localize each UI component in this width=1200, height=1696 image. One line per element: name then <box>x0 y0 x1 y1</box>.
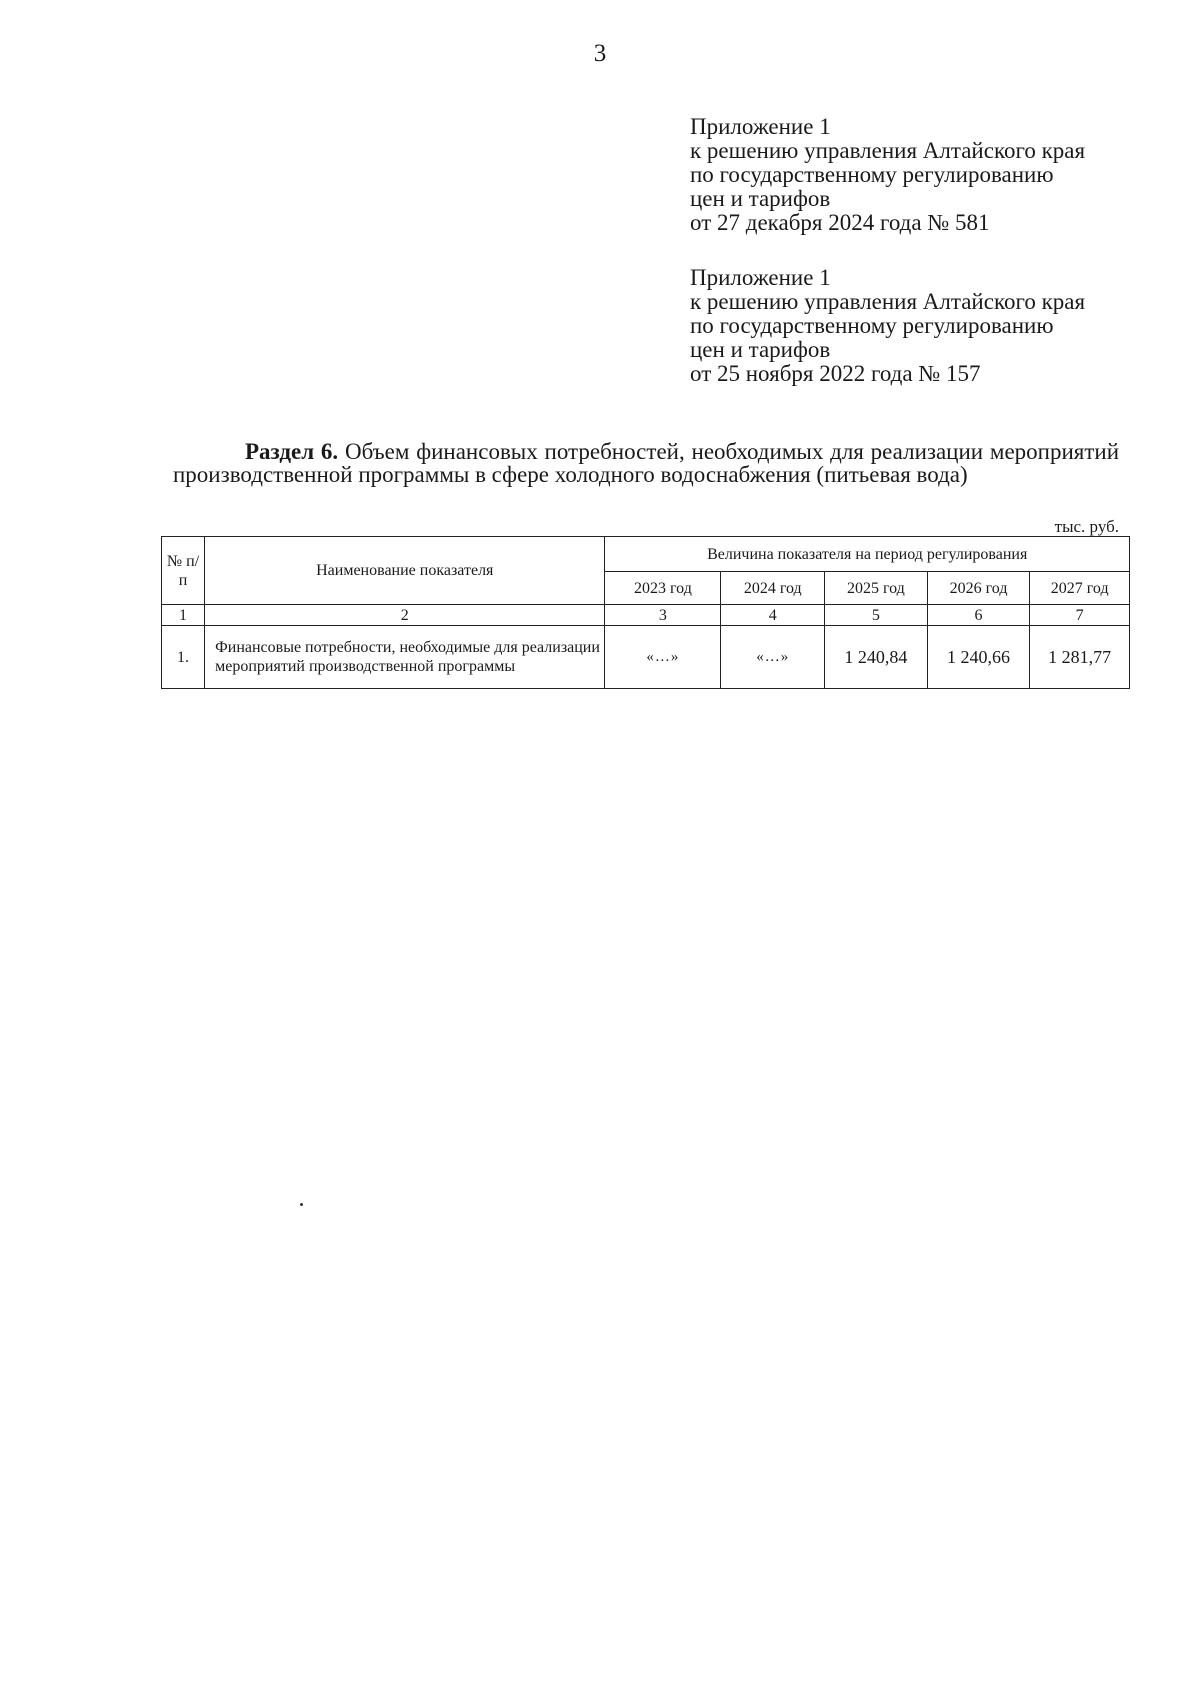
appendix-original-title: Приложение 1 <box>690 265 831 290</box>
column-number: 1 <box>162 605 205 626</box>
row-value-2024: «…» <box>721 626 825 689</box>
row-name: Финансовые потребности, необходимые для реализации мероприятий производственной программы <box>205 626 605 689</box>
row-value-2023: «…» <box>605 626 721 689</box>
appendix-current-block <box>690 115 1150 235</box>
appendix-current-title: Приложение 1 <box>690 114 831 139</box>
row-value-2026: 1 240,66 <box>927 626 1030 689</box>
row-num: 1. <box>162 626 205 689</box>
table-row <box>162 626 1130 689</box>
row-value-2025: 1 240,84 <box>825 626 928 689</box>
header-year: 2025 год <box>825 572 928 605</box>
column-number: 5 <box>825 605 928 626</box>
appendix-current-line: цен и тарифов <box>690 186 831 211</box>
table-column-numbers-row <box>162 605 1130 626</box>
appendix-current-line: к решению управления Алтайского края <box>690 138 1086 163</box>
header-num: № п/п <box>162 537 205 605</box>
scan-dot <box>300 1203 303 1206</box>
column-number: 4 <box>721 605 825 626</box>
appendix-original-line: по государственному регулированию <box>690 313 1054 338</box>
header-year: 2024 год <box>721 572 825 605</box>
financial-needs-table <box>161 536 1130 689</box>
header-period: Величина показателя на период регулирования <box>605 537 1130 572</box>
section-heading <box>173 440 1119 486</box>
header-year: 2027 год <box>1030 572 1130 605</box>
table-header-row <box>162 537 1130 572</box>
row-value-2027: 1 281,77 <box>1030 626 1130 689</box>
appendix-current-line: по государственному регулированию <box>690 162 1054 187</box>
appendix-original-block <box>690 266 1150 386</box>
appendix-original-line: к решению управления Алтайского края <box>690 289 1086 314</box>
units-label: тыс. руб. <box>1054 517 1119 536</box>
appendix-original-line: цен и тарифов <box>690 337 831 362</box>
column-number: 2 <box>205 605 605 626</box>
header-year: 2026 год <box>927 572 1030 605</box>
appendix-original-date: от 25 ноября 2022 года № 157 <box>690 361 981 386</box>
column-number: 6 <box>927 605 1030 626</box>
column-number: 7 <box>1030 605 1130 626</box>
header-name: Наименование показателя <box>205 537 605 605</box>
column-number: 3 <box>605 605 721 626</box>
page-number: 3 <box>593 40 607 67</box>
header-year: 2023 год <box>605 572 721 605</box>
appendix-current-date: от 27 декабря 2024 года № 581 <box>690 210 990 235</box>
section-text: Объем финансовых потребностей, необходимых для реализации мероприятий производственной программы в сфере холодного водоснабжения (питьевая вода) <box>173 439 1120 487</box>
section-label: Раздел 6. <box>245 439 339 464</box>
